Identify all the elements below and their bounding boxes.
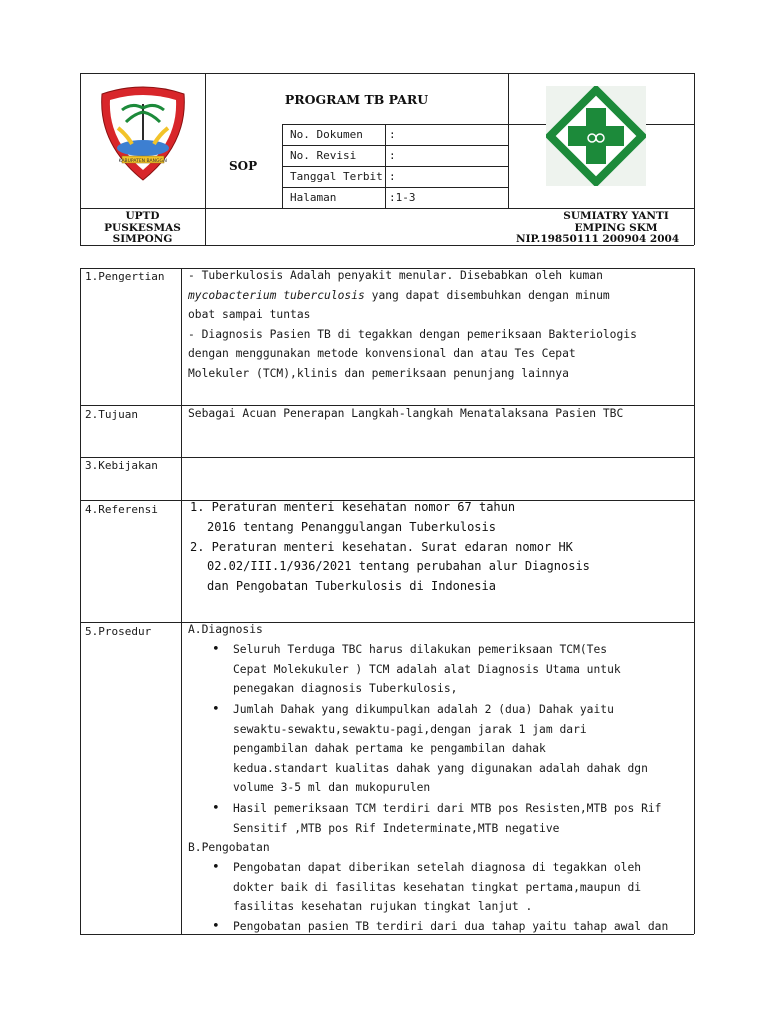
doc-field-value-dokumen: :: [389, 128, 396, 141]
prosedur-line: volume 3-5 ml dan mukopurulen: [233, 781, 431, 795]
bullet-icon: •: [212, 919, 220, 934]
org-line-3: SIMPONG: [112, 233, 173, 245]
signer-block: [508, 211, 694, 246]
doc-field-value-tanggal: :: [389, 170, 396, 183]
prosedur-line: Seluruh Terduga TBC harus dilakukan pemeriksaan TCM(Tes: [233, 643, 608, 656]
referensi-item-2: 2. Peraturan menteri kesehatan. Surat edaran nomor HK: [190, 539, 573, 554]
pengertian-line: [188, 286, 688, 306]
doc-field-label-tanggal: Tanggal Terbit: [290, 170, 383, 183]
prosedur-a3: [233, 799, 661, 838]
tujuan-text: Sebagai Acuan Penerapan Langkah-langkah Menatalaksana Pasien TBC: [188, 407, 624, 420]
section-label-tujuan: 2.Tujuan: [85, 408, 138, 421]
pengertian-line: obat sampai tuntas: [188, 308, 311, 322]
emblem-caption: KABUPATEN BANGGAI: [118, 159, 168, 164]
bullet-icon: •: [212, 702, 220, 717]
puskesmas-logo: [546, 86, 646, 186]
prosedur-line: kedua.standart kualitas dahak yang digunakan adalah dahak dgn: [233, 761, 648, 775]
org-line-2: PUSKESMAS: [104, 221, 181, 234]
prosedur-line: Pengobatan pasien TB terdiri dari dua tahap yaitu tahap awal dan: [233, 920, 669, 933]
section-label-referensi: 4.Referensi: [85, 503, 158, 516]
referensi-item-2-cont: 02.02/III.1/936/2021 tentang perubahan alur Diagnosis: [207, 559, 590, 574]
bullet-icon: •: [212, 642, 220, 657]
pengertian-line: - Diagnosis Pasien TB di tegakkan dengan pemeriksaan Bakteriologis: [188, 327, 637, 341]
bullet-icon: •: [212, 860, 220, 875]
signer-name-1: SUMIATRY YANTI: [563, 210, 669, 222]
prosedur-line: Sensitif ,MTB pos Rif Indeterminate,MTB negative: [233, 821, 560, 835]
prosedur-line: Hasil pemeriksaan TCM terdiri dari MTB pos Resisten,MTB pos Rif: [233, 802, 662, 815]
prosedur-heading-pengobatan: B.Pengobatan: [188, 841, 270, 854]
doc-field-value-halaman: :1-3: [389, 191, 416, 204]
pengertian-line: Molekuler (TCM),klinis dan pemeriksaan penunjang lainnya: [188, 366, 569, 380]
prosedur-a2: [233, 700, 648, 798]
prosedur-line: Cepat Molekukuler ) TCM adalah alat Diagnosis Utama untuk: [233, 662, 621, 676]
prosedur-b1: [233, 858, 641, 917]
prosedur-heading-diagnosis: A.Diagnosis: [188, 623, 263, 636]
doc-field-label-halaman: Halaman: [290, 191, 337, 204]
doc-field-label-revisi: No. Revisi: [290, 149, 357, 162]
prosedur-line: penegakan diagnosis Tuberkulosis,: [233, 682, 458, 696]
pengertian-line: dengan menggunakan metode konvensional dan atau Tes Cepat: [188, 347, 576, 361]
section-label-pengertian: 1.Pengertian: [85, 270, 165, 283]
prosedur-line: dokter baik di fasilitas kesehatan tingkat pertama,maupun di: [233, 880, 642, 894]
bullet-icon: •: [212, 801, 220, 816]
prosedur-line: sewaktu-sewaktu,sewaktu-pagi,dengan jarak 1 jam dari: [233, 722, 587, 736]
section-label-prosedur: 5.Prosedur: [85, 625, 152, 638]
org-line-1: UPTD: [125, 210, 160, 222]
signer-name-2: EMPING SKM: [574, 221, 658, 234]
pengertian-line-rest: yang dapat disembuhkan dengan minum: [364, 288, 610, 302]
regency-emblem-logo: [96, 84, 190, 184]
section-label-kebijakan: 3.Kebijakan: [85, 459, 158, 472]
prosedur-line: pengambilan dahak pertama ke pengambilan dahak: [233, 742, 546, 756]
doc-field-value-revisi: :: [389, 149, 396, 162]
referensi-item-2-cont: dan Pengobatan Tuberkulosis di Indonesia: [207, 579, 496, 594]
pengertian-line: - Tuberkulosis Adalah penyakit menular. Disebabkan oleh kuman: [188, 269, 603, 282]
prosedur-line: Jumlah Dahak yang dikumpulkan adalah 2 (dua) Dahak yaitu: [233, 703, 614, 716]
sop-label: SOP: [229, 159, 258, 173]
prosedur-b2: [233, 917, 668, 937]
org-name: [80, 211, 205, 246]
prosedur-a1: [233, 640, 621, 699]
prosedur-line: Pengobatan dapat diberikan setelah diagnosa di tegakkan oleh: [233, 861, 642, 874]
referensi-item-1: 1. Peraturan menteri kesehatan nomor 67 tahun: [190, 500, 516, 514]
referensi-list: [190, 498, 690, 597]
prosedur-line: fasilitas kesehatan rujukan tingkat lanjut .: [233, 900, 533, 914]
pengertian-italic-term: mycobacterium tuberculosis: [188, 288, 365, 302]
signer-nip: NIP.19850111 200904 2004: [516, 233, 680, 245]
referensi-item-1-cont: 2016 tentang Penanggulangan Tuberkulosis: [207, 519, 496, 534]
pengertian-text: [188, 266, 688, 384]
program-title: PROGRAM TB PARU: [284, 92, 429, 107]
doc-field-label-dokumen: No. Dokumen: [290, 128, 363, 141]
